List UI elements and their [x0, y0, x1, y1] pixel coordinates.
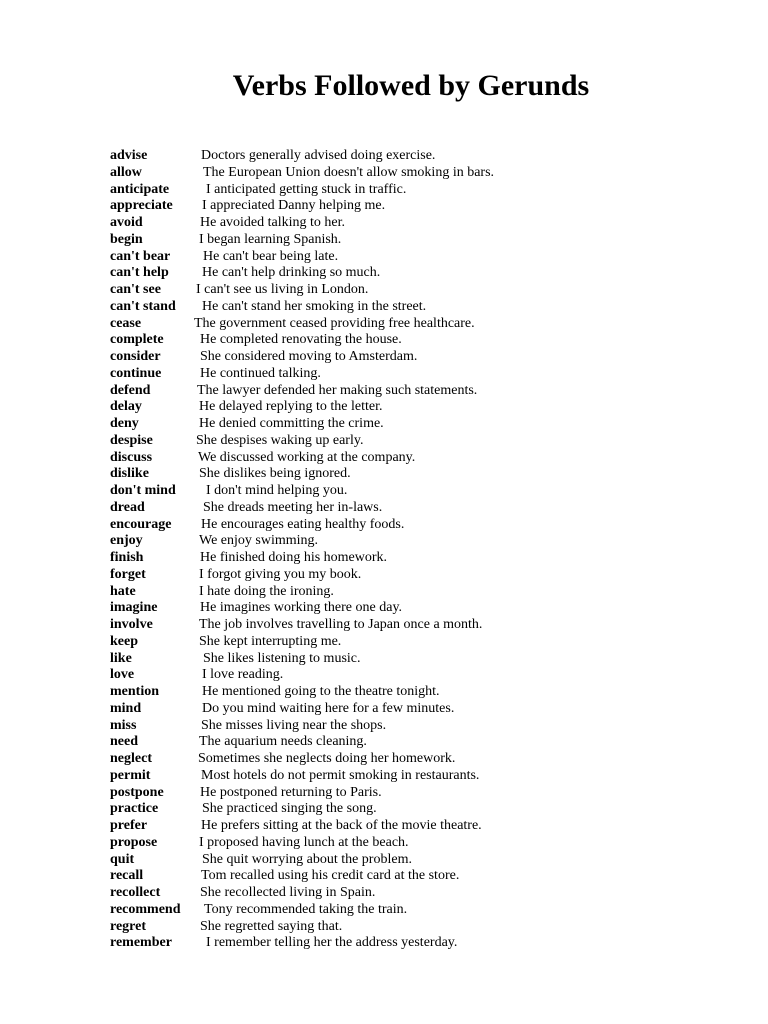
example-sentence: Doctors generally advised doing exercise.: [201, 148, 436, 163]
example-sentence: Tony recommended taking the train.: [204, 901, 408, 917]
verb-term: prefer: [110, 818, 148, 833]
verb-row: [110, 349, 670, 366]
example-sentence: I anticipated getting stuck in traffic.: [206, 181, 407, 197]
verb-term: recall: [110, 868, 144, 884]
verb-term: can't see: [110, 282, 161, 297]
verb-term: quit: [110, 851, 135, 867]
example-sentence: He prefers sitting at the back of the movie theatre.: [201, 818, 482, 833]
verb-row: [110, 399, 670, 416]
example-sentence: She recollected living in Spain.: [200, 885, 376, 900]
verb-term: continue: [110, 365, 162, 381]
verb-term: neglect: [110, 751, 152, 766]
verb-row: [110, 667, 670, 684]
verb-term: keep: [110, 633, 138, 649]
verb-term: delay: [110, 399, 142, 415]
example-sentence: Tom recalled using his credit card at the store.: [201, 868, 460, 884]
verb-row: [110, 165, 670, 182]
verb-term: complete: [110, 332, 164, 348]
verb-row: [110, 517, 670, 534]
example-sentence: He finished doing his homework.: [200, 550, 388, 565]
verb-term: don't mind: [110, 483, 176, 498]
verb-row: [110, 416, 670, 433]
example-sentence: He continued talking.: [200, 365, 321, 381]
verb-row: [110, 935, 670, 952]
example-sentence: The lawyer defended her making such statements.: [197, 382, 478, 398]
verb-term: can't bear: [110, 248, 171, 264]
example-sentence: We discussed working at the company.: [198, 449, 416, 465]
example-sentence: She quit worrying about the problem.: [202, 851, 412, 867]
verb-term: dread: [110, 499, 145, 515]
verb-row: [110, 299, 670, 316]
verb-list: [110, 148, 670, 952]
example-sentence: He delayed replying to the letter.: [199, 399, 383, 415]
example-sentence: She dreads meeting her in-laws.: [203, 499, 383, 515]
example-sentence: She despises waking up early.: [196, 432, 364, 448]
example-sentence: She regretted saying that.: [200, 918, 343, 934]
example-sentence: He completed renovating the house.: [200, 332, 402, 348]
verb-row: [110, 835, 670, 852]
verb-term: enjoy: [110, 533, 143, 549]
verb-term: begin: [110, 231, 143, 247]
verb-row: [110, 182, 670, 199]
verb-row: [110, 249, 670, 266]
verb-term: permit: [110, 767, 151, 783]
verb-term: need: [110, 734, 138, 750]
verb-row: [110, 701, 670, 718]
example-sentence: I remember telling her the address yesterday.: [206, 935, 458, 951]
verb-row: [110, 433, 670, 450]
example-sentence: I began learning Spanish.: [199, 231, 342, 247]
verb-term: miss: [110, 717, 137, 733]
verb-row: [110, 818, 670, 835]
example-sentence: She likes listening to music.: [203, 650, 361, 666]
verb-row: [110, 617, 670, 634]
verb-row: [110, 198, 670, 215]
example-sentence: I forgot giving you my book.: [199, 566, 362, 582]
verb-row: [110, 316, 670, 333]
verb-row: [110, 550, 670, 567]
verb-row: [110, 500, 670, 517]
verb-term: forget: [110, 566, 146, 582]
verb-row: [110, 450, 670, 467]
page-title: Verbs Followed by Gerunds: [232, 69, 590, 102]
verb-term: practice: [110, 801, 159, 817]
example-sentence: The European Union doesn't allow smoking in bars.: [203, 164, 495, 180]
verb-row: [110, 483, 670, 500]
example-sentence: I can't see us living in London.: [196, 282, 369, 297]
verb-row: [110, 785, 670, 802]
verb-term: can't stand: [110, 298, 176, 314]
example-sentence: She dislikes being ignored.: [199, 466, 351, 482]
verb-row: [110, 634, 670, 651]
verb-row: [110, 265, 670, 282]
verb-term: recollect: [110, 885, 161, 900]
verb-row: [110, 852, 670, 869]
verb-row: [110, 919, 670, 936]
verb-term: dislike: [110, 466, 149, 482]
verb-row: [110, 751, 670, 768]
verb-term: discuss: [110, 449, 153, 465]
verb-term: love: [110, 667, 135, 683]
verb-term: advise: [110, 148, 148, 163]
verb-row: [110, 600, 670, 617]
example-sentence: She kept interrupting me.: [199, 633, 342, 649]
example-sentence: I appreciated Danny helping me.: [202, 198, 386, 214]
verb-term: appreciate: [110, 198, 173, 214]
verb-term: encourage: [110, 516, 172, 532]
example-sentence: He mentioned going to the theatre tonight.: [202, 684, 440, 699]
verb-term: propose: [110, 834, 158, 850]
example-sentence: He can't stand her smoking in the street.: [202, 298, 427, 314]
example-sentence: He avoided talking to her.: [200, 215, 346, 230]
verb-row: [110, 868, 670, 885]
example-sentence: We enjoy swimming.: [199, 533, 319, 549]
example-sentence: She misses living near the shops.: [201, 717, 387, 733]
verb-row: [110, 768, 670, 785]
verb-term: allow: [110, 164, 142, 180]
verb-term: regret: [110, 918, 147, 934]
verb-row: [110, 383, 670, 400]
verb-row: [110, 902, 670, 919]
verb-row: [110, 366, 670, 383]
example-sentence: Sometimes she neglects doing her homework.: [198, 751, 456, 766]
verb-row: [110, 567, 670, 584]
example-sentence: He postponed returning to Paris.: [200, 784, 382, 800]
verb-row: [110, 332, 670, 349]
verb-term: consider: [110, 349, 161, 364]
verb-term: defend: [110, 382, 151, 398]
verb-row: [110, 801, 670, 818]
verb-row: [110, 215, 670, 232]
verb-term: mind: [110, 700, 142, 716]
verb-term: finish: [110, 550, 144, 565]
verb-term: like: [110, 650, 132, 666]
verb-term: deny: [110, 416, 139, 431]
verb-term: postpone: [110, 784, 164, 800]
verb-term: despise: [110, 432, 153, 448]
verb-term: involve: [110, 617, 153, 632]
verb-row: [110, 232, 670, 249]
verb-term: hate: [110, 583, 136, 599]
verb-term: anticipate: [110, 181, 170, 197]
example-sentence: I don't mind helping you.: [206, 483, 348, 498]
verb-row: [110, 282, 670, 299]
example-sentence: The aquarium needs cleaning.: [199, 734, 367, 750]
verb-row: [110, 533, 670, 550]
example-sentence: Do you mind waiting here for a few minutes.: [202, 700, 455, 716]
example-sentence: He can't bear being late.: [203, 248, 339, 264]
example-sentence: Most hotels do not permit smoking in restaurants.: [201, 767, 480, 783]
verb-row: [110, 584, 670, 601]
verb-row: [110, 651, 670, 668]
verb-term: avoid: [110, 215, 143, 230]
example-sentence: He imagines working there one day.: [200, 600, 403, 616]
verb-term: remember: [110, 935, 172, 951]
verb-row: [110, 718, 670, 735]
verb-term: mention: [110, 684, 159, 699]
example-sentence: I proposed having lunch at the beach.: [199, 834, 409, 850]
verb-row: [110, 148, 670, 165]
verb-row: [110, 885, 670, 902]
verb-term: can't help: [110, 265, 169, 281]
verb-term: recommend: [110, 901, 181, 917]
verb-term: imagine: [110, 600, 158, 616]
example-sentence: He encourages eating healthy foods.: [201, 516, 405, 532]
example-sentence: He denied committing the crime.: [199, 416, 384, 431]
verb-term: cease: [110, 315, 142, 331]
example-sentence: The job involves travelling to Japan once a month.: [199, 617, 483, 632]
example-sentence: She practiced singing the song.: [202, 801, 377, 817]
example-sentence: The government ceased providing free healthcare.: [194, 315, 475, 331]
example-sentence: He can't help drinking so much.: [202, 265, 381, 281]
verb-row: [110, 684, 670, 701]
example-sentence: She considered moving to Amsterdam.: [200, 349, 418, 364]
verb-row: [110, 466, 670, 483]
example-sentence: I hate doing the ironing.: [199, 583, 334, 599]
example-sentence: I love reading.: [202, 667, 284, 683]
verb-row: [110, 734, 670, 751]
